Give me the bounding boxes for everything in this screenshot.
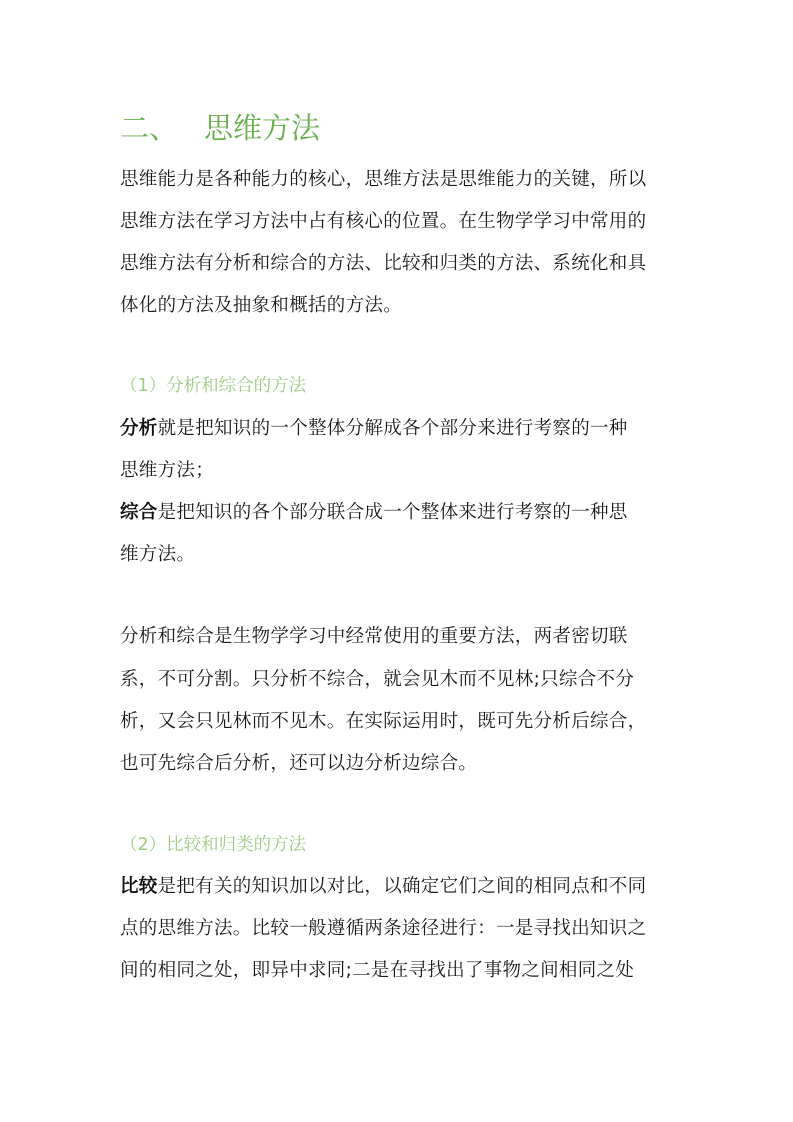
subheading-analysis-synthesis: （1）分析和综合的方法 [120, 376, 307, 396]
analysis-definition [120, 408, 628, 450]
analysis-definition-cont: 思维方法； [120, 460, 215, 481]
paragraph-line: 析，又会只见林而不见木。在实际运用时，既可先分析后综合， [120, 711, 647, 732]
paragraph-line: 分析和综合是生物学学习中经常使用的重要方法，两者密切联 [120, 626, 628, 647]
synthesis-definition [120, 492, 628, 534]
term-compare: 比较 [120, 876, 158, 897]
compare-text: 是把有关的知识加以对比，以确定它们之间的相同点和不同 [157, 876, 647, 897]
term-synthesis: 综合 [120, 502, 158, 523]
compare-definition-cont: 间的相同之处，即异中求同;二是在寻找出了事物之间相同之处 [120, 960, 635, 981]
analysis-text: 就是把知识的一个整体分解成各个部分来进行考察的一种 [157, 418, 628, 439]
term-analysis: 分析 [120, 418, 158, 439]
intro-line: 思维方法有分析和综合的方法、比较和归类的方法、系统化和具 [120, 253, 647, 274]
compare-definition [120, 866, 646, 908]
subheading-compare-classify: （2）比较和归类的方法 [120, 835, 307, 855]
paragraph-line: 也可先综合后分析，还可以边分析边综合。 [120, 753, 478, 774]
intro-line: 思维能力是各种能力的核心，思维方法是思维能力的关键，所以 [120, 169, 647, 190]
intro-line: 思维方法在学习方法中占有核心的位置。在生物学学习中常用的 [120, 211, 647, 232]
section-title-text: 思维方法 [204, 111, 321, 145]
paragraph-line: 系，不可分割。只分析不综合，就会见木而不见林;只综合不分 [120, 669, 635, 690]
section-number: 二、 [120, 111, 179, 145]
intro-line: 体化的方法及抽象和概括的方法。 [120, 295, 403, 316]
compare-definition-cont: 点的思维方法。比较一般遵循两条途径进行：一是寻找出知识之 [120, 918, 647, 939]
synthesis-definition-cont: 维方法。 [120, 544, 196, 565]
section-title [120, 106, 320, 150]
synthesis-text: 是把知识的各个部分联合成一个整体来进行考察的一种思 [157, 502, 628, 523]
